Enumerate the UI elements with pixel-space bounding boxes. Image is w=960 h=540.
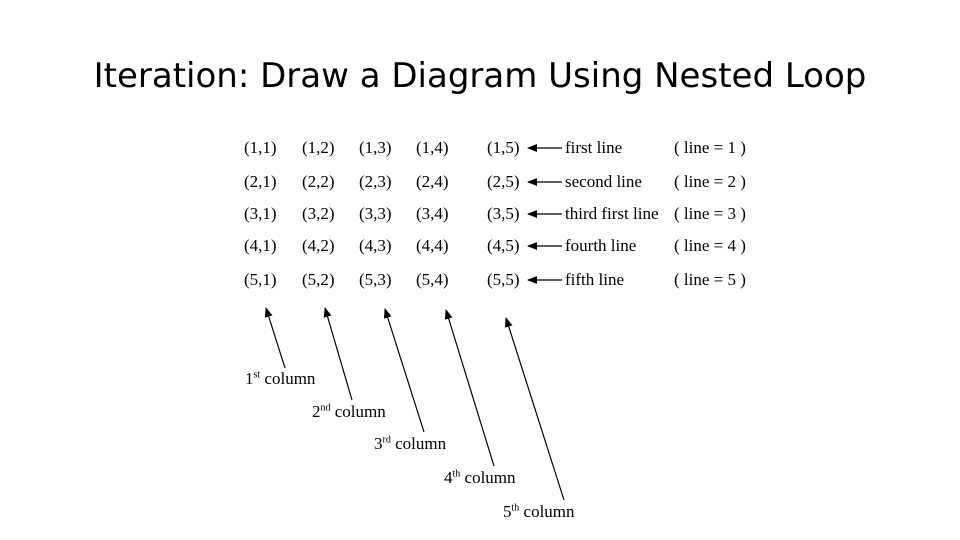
line-value: ( line = 1 ) (674, 138, 746, 157)
grid-cell: (5,5) (487, 270, 520, 289)
grid-cell: (5,1) (244, 270, 277, 289)
column-word: column (334, 402, 386, 421)
column-word: column (395, 434, 447, 453)
column-label-5 (503, 502, 575, 522)
line-label: fourth line (565, 236, 637, 255)
column-suffix: th (511, 502, 520, 514)
line-label: third first line (565, 204, 659, 223)
column-number: 1 (245, 369, 254, 388)
line-label: second line (565, 172, 642, 191)
grid-cell: (5,3) (359, 270, 392, 289)
grid-cell: (5,2) (302, 270, 335, 289)
column-word: column (464, 468, 516, 487)
line-label: fifth line (565, 270, 625, 289)
grid-cell: (2,5) (487, 172, 520, 191)
column-number: 2 (312, 402, 321, 421)
grid-cell: (2,1) (244, 172, 277, 191)
line-value: ( line = 2 ) (674, 172, 746, 191)
grid-cell: (5,4) (416, 270, 449, 289)
grid-cell: (4,5) (487, 236, 520, 255)
grid-cell: (3,2) (302, 204, 335, 223)
line-value: ( line = 3 ) (674, 204, 746, 223)
grid-cell: (4,1) (244, 236, 277, 255)
grid-cell: (3,4) (416, 204, 449, 223)
column-word: column (264, 369, 316, 388)
column-number: 4 (444, 468, 453, 487)
column-label-2 (312, 402, 386, 422)
grid-cell: (1,2) (302, 138, 335, 157)
line-value: ( line = 5 ) (674, 270, 746, 289)
column-suffix: th (452, 468, 461, 480)
grid-cell: (1,4) (416, 138, 449, 157)
slide-title: Iteration: Draw a Diagram Using Nested Loop (93, 56, 867, 96)
grid-cell: (1,3) (359, 138, 392, 157)
column-word: column (523, 502, 575, 521)
grid-cell: (1,1) (244, 138, 277, 157)
column-suffix: rd (382, 434, 391, 446)
column-arrow-2 (325, 308, 352, 400)
grid-cell: (3,3) (359, 204, 392, 223)
grid-cell: (4,4) (416, 236, 449, 255)
grid-cell: (4,3) (359, 236, 392, 255)
line-label: first line (565, 138, 623, 157)
column-arrow-3 (385, 309, 424, 432)
grid-cell: (2,3) (359, 172, 392, 191)
grid-cell: (2,2) (302, 172, 335, 191)
grid-cell: (3,1) (244, 204, 277, 223)
column-suffix: nd (320, 402, 331, 414)
column-label-1 (245, 369, 315, 389)
grid-cell: (3,5) (487, 204, 520, 223)
column-number: 5 (503, 502, 512, 521)
grid-cell: (1,5) (487, 138, 520, 157)
column-label-4 (444, 468, 516, 488)
column-label-3 (374, 434, 446, 454)
column-number: 3 (374, 434, 383, 453)
column-suffix: st (253, 369, 261, 381)
grid-cell: (2,4) (416, 172, 449, 191)
line-value: ( line = 4 ) (674, 236, 746, 255)
grid-cell: (4,2) (302, 236, 335, 255)
column-arrow-1 (266, 308, 285, 368)
column-arrow-4 (446, 310, 494, 466)
